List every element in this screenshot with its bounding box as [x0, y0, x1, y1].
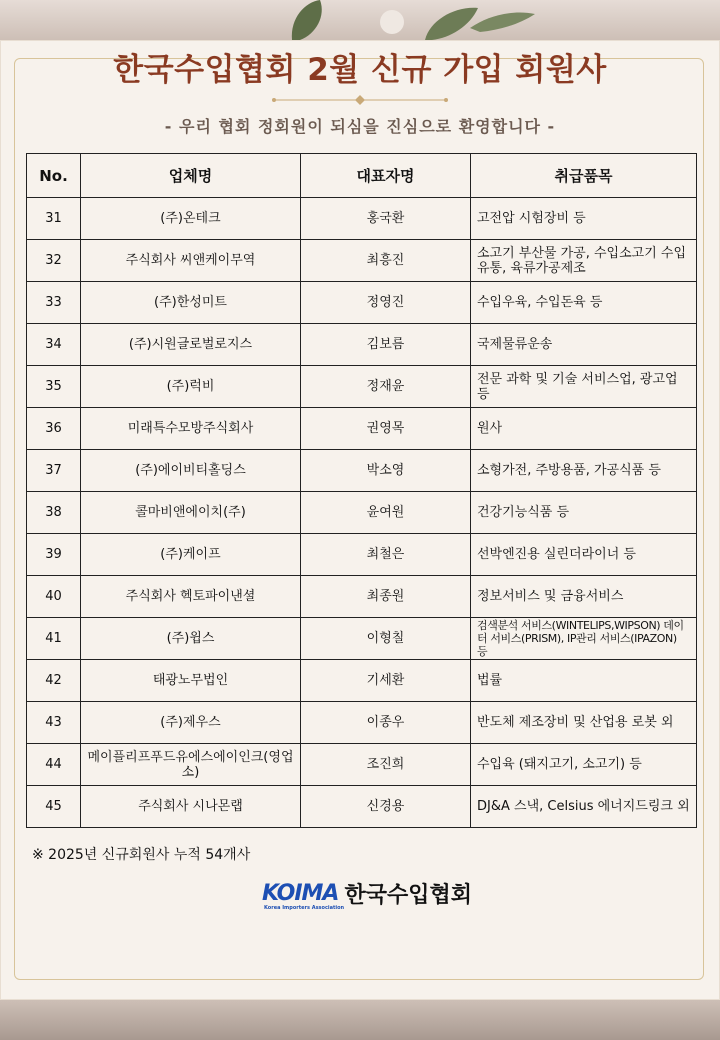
cell-no: 34 [27, 324, 81, 366]
cell-representative: 최종원 [301, 576, 471, 618]
cell-representative: 윤여원 [301, 492, 471, 534]
cell-no: 41 [27, 618, 81, 660]
cell-items: 수입우육, 수입돈육 등 [471, 282, 697, 324]
column-header-items: 취급품목 [471, 154, 697, 198]
column-header-representative: 대표자명 [301, 154, 471, 198]
table-row [27, 534, 697, 576]
cell-no: 42 [27, 660, 81, 702]
cell-items: 고전압 시험장비 등 [471, 198, 697, 240]
cell-no: 40 [27, 576, 81, 618]
cell-items: 전문 과학 및 기술 서비스업, 광고업 등 [471, 366, 697, 408]
cell-company: (주)케이프 [81, 534, 301, 576]
column-header-company: 업체명 [81, 154, 301, 198]
cell-company: 주식회사 시나몬랩 [81, 786, 301, 828]
logo-tagline: Korea Importers Association [264, 904, 345, 911]
cell-representative: 신경용 [301, 786, 471, 828]
logo-mark [262, 880, 345, 911]
cell-company: 미래특수모방주식회사 [81, 408, 301, 450]
association-logo [262, 877, 472, 909]
table-row [27, 576, 697, 618]
footnote: ※ 2025년 신규회원사 누적 54개사 [32, 847, 251, 863]
page-subtitle: - 우리 협회 정회원이 되심을 진심으로 환영합니다 - [164, 117, 556, 136]
table-row [27, 240, 697, 282]
table-row [27, 366, 697, 408]
cell-company: (주)윕스 [81, 618, 301, 660]
background-bottom [0, 1000, 720, 1040]
cell-representative: 박소영 [301, 450, 471, 492]
table-row [27, 618, 697, 660]
cell-no: 45 [27, 786, 81, 828]
cell-representative: 최흥진 [301, 240, 471, 282]
cell-company: (주)시원글로벌로지스 [81, 324, 301, 366]
cell-items: 원사 [471, 408, 697, 450]
cell-items: 검색분석 서비스(WINTELIPS,WIPSON) 데이터 서비스(PRISM), IP관리 서비스(IPAZON) 등 [471, 618, 697, 660]
cell-no: 31 [27, 198, 81, 240]
cell-no: 38 [27, 492, 81, 534]
table-row [27, 660, 697, 702]
cell-company: (주)제우스 [81, 702, 301, 744]
cell-no: 33 [27, 282, 81, 324]
cell-company: (주)럭비 [81, 366, 301, 408]
table-row [27, 744, 697, 786]
cell-items: DJ&A 스낵, Celsius 에너지드링크 외 [471, 786, 697, 828]
cell-company: (주)한성미트 [81, 282, 301, 324]
cell-representative: 권영목 [301, 408, 471, 450]
table-row [27, 450, 697, 492]
cell-no: 39 [27, 534, 81, 576]
cell-company: 주식회사 헥토파이낸셜 [81, 576, 301, 618]
table-row [27, 702, 697, 744]
cell-company: 주식회사 씨앤케이무역 [81, 240, 301, 282]
cell-company: 태광노무법인 [81, 660, 301, 702]
cell-representative: 정재윤 [301, 366, 471, 408]
cell-no: 35 [27, 366, 81, 408]
cell-representative: 이종우 [301, 702, 471, 744]
cell-no: 32 [27, 240, 81, 282]
leaf-decoration-icon [0, 0, 720, 40]
cell-items: 소고기 부산물 가공, 수입소고기 수입유통, 육류가공제조 [471, 240, 697, 282]
table-row [27, 282, 697, 324]
cell-items: 소형가전, 주방용품, 가공식품 등 [471, 450, 697, 492]
table-header-row [27, 154, 697, 198]
cell-representative: 홍국환 [301, 198, 471, 240]
cell-representative: 김보름 [301, 324, 471, 366]
cell-items: 건강기능식품 등 [471, 492, 697, 534]
cell-items: 정보서비스 및 금융서비스 [471, 576, 697, 618]
cell-representative: 조진희 [301, 744, 471, 786]
cell-no: 37 [27, 450, 81, 492]
cell-items: 선박엔진용 실린더라이너 등 [471, 534, 697, 576]
cell-company: 메이플리프푸드유에스에이인크(영업소) [81, 744, 301, 786]
cell-representative: 정영진 [301, 282, 471, 324]
cell-items: 국제물류운송 [471, 324, 697, 366]
table-row [27, 198, 697, 240]
ornament-divider-icon [270, 95, 450, 105]
cell-items: 수입육 (돼지고기, 소고기) 등 [471, 744, 697, 786]
table-row [27, 786, 697, 828]
logo-name: 한국수입협회 [344, 882, 472, 908]
cell-representative: 최철은 [301, 534, 471, 576]
cell-company: (주)에이비티홀딩스 [81, 450, 301, 492]
cell-items: 법률 [471, 660, 697, 702]
cell-no: 43 [27, 702, 81, 744]
cell-representative: 이형칠 [301, 618, 471, 660]
cell-company: (주)온테크 [81, 198, 301, 240]
cell-items: 반도체 제조장비 및 산업용 로봇 외 [471, 702, 697, 744]
page-title: 한국수입협회 2월 신규 가입 회원사 [113, 52, 607, 88]
cell-no: 36 [27, 408, 81, 450]
table-row [27, 492, 697, 534]
logo-mark-text: KOIMA [262, 880, 339, 906]
table-row [27, 324, 697, 366]
member-table [26, 153, 697, 828]
table-row [27, 408, 697, 450]
cell-company: 콜마비앤에이치(주) [81, 492, 301, 534]
column-header-no: No. [27, 154, 81, 198]
cell-representative: 기세환 [301, 660, 471, 702]
cell-no: 44 [27, 744, 81, 786]
